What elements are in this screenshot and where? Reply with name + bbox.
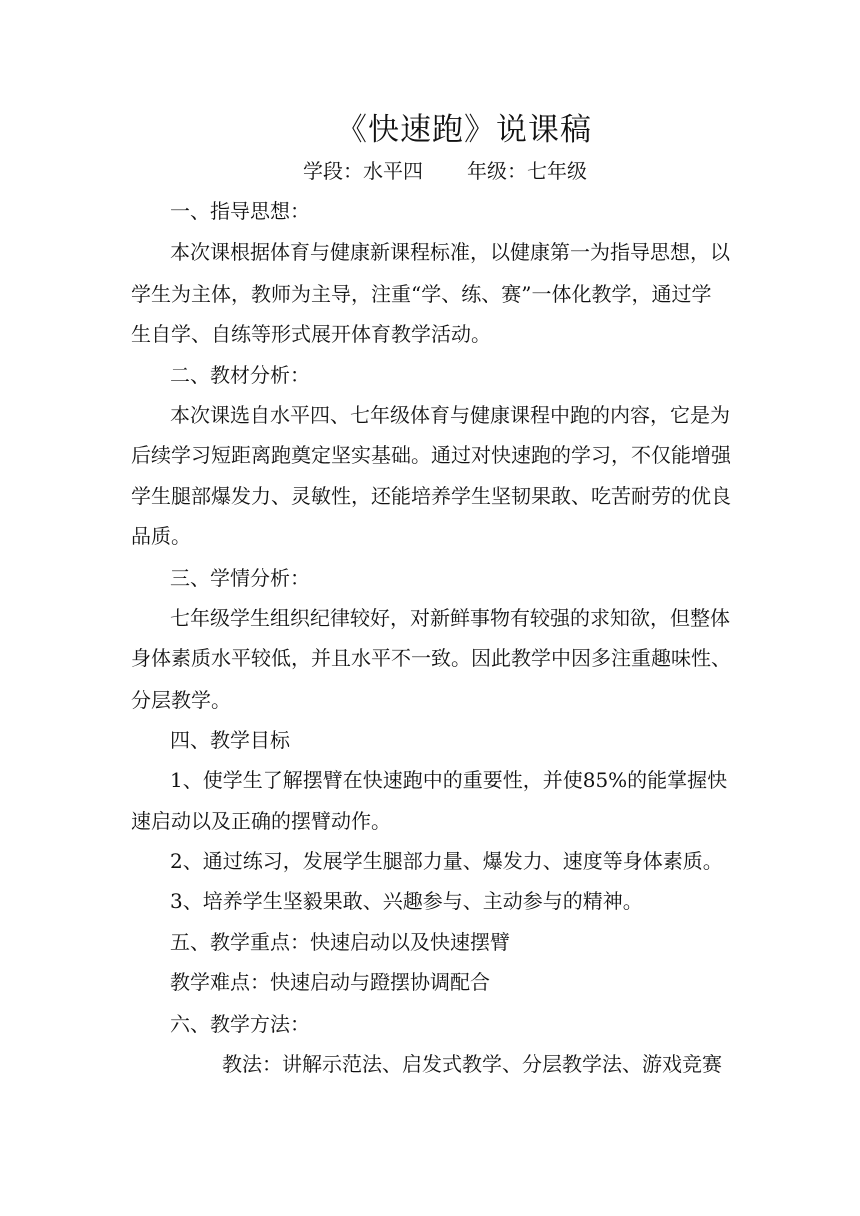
paragraph-line: 学生为主体，教师为主导，注重“学、练、赛”一体化教学，通过学 (131, 282, 712, 306)
grade-label: 年级：七年级 (467, 159, 587, 183)
document-title: 《快速跑》说课稿 (336, 112, 592, 148)
paragraph-line: 学生腿部爆发力、灵敏性，还能培养学生坚韧果敢、吃苦耐劳的优良 (131, 484, 731, 508)
paragraph-line: 身体素质水平较低，并且水平不一致。因此教学中因多注重趣味性、 (131, 646, 731, 670)
paragraph-line: 本次课选自水平四、七年级体育与健康课程中跑的内容，它是为 (170, 403, 730, 427)
difficult-points: 教学难点：快速启动与蹬摆协调配合 (170, 970, 490, 994)
paragraph-line: 后续学习短距离跑奠定坚实基础。通过对快速跑的学习，不仅能增强 (131, 443, 731, 467)
paragraph-line: 品质。 (131, 524, 191, 548)
goal-item-2: 2、通过练习，发展学生腿部力量、爆发力、速度等身体素质。 (170, 849, 723, 873)
goal-item-1: 1、使学生了解摆臂在快速跑中的重要性，并使85%的能掌握快 (170, 768, 728, 792)
section-heading-teaching-methods: 六、教学方法： (170, 1012, 310, 1036)
paragraph-line: 分层教学。 (131, 688, 231, 712)
goal-item-1-continued: 速启动以及正确的摆臂动作。 (131, 809, 391, 833)
paragraph-line: 本次课根据体育与健康新课程标准，以健康第一为指导思想，以 (170, 240, 730, 264)
paragraph-line: 七年级学生组织纪律较好，对新鲜事物有较强的求知欲，但整体 (170, 606, 730, 630)
document-subtitle (303, 155, 587, 184)
section-heading-student-analysis: 三、学情分析： (170, 566, 310, 590)
section-heading-guiding-thought: 一、指导思想： (170, 199, 310, 223)
section-heading-material-analysis: 二、教材分析： (170, 363, 310, 387)
section-heading-key-points: 五、教学重点：快速启动以及快速摆臂 (170, 930, 510, 954)
teaching-method-line: 教法：讲解示范法、启发式教学、分层教学法、游戏竞赛 (222, 1052, 722, 1076)
section-heading-teaching-goals: 四、教学目标 (170, 728, 290, 752)
stage-label: 学段：水平四 (303, 159, 423, 183)
paragraph-line: 生自学、自练等形式展开体育教学活动。 (131, 322, 491, 346)
goal-item-3: 3、培养学生坚毅果敢、兴趣参与、主动参与的精神。 (170, 889, 643, 913)
